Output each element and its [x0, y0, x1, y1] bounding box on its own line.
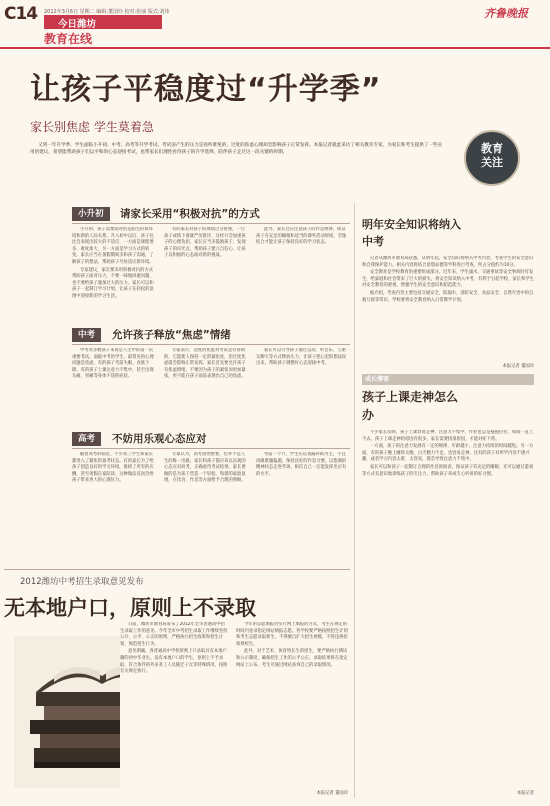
- emblem-label: 教育 关注: [481, 142, 503, 169]
- blog-headline: 孩子上课走神怎么办: [362, 390, 459, 422]
- section-title: 请家长采用“积极对抗”的方式: [120, 208, 260, 220]
- section-tag: 小升初: [72, 207, 110, 221]
- article-column: 中考对多数孩子来说是人生中的第一次重要考试。面临中考的学生，最常见的心理问题是焦虑。有的孩子考前失眠、食欲下降，有的孩子上课注意力不集中，甚至出现头痛、胃痛等身体不适的症状。: [72, 348, 154, 380]
- blog-column-tag: 成长博客: [362, 374, 534, 385]
- section-tag: 中考: [72, 328, 101, 342]
- page-subheadline: 家长别焦虑 学生莫着急: [30, 120, 154, 134]
- article-column: 有的家长对孩子的成绩过分看重，一旦孩子成绩下滑就严厉批评，这样只会加重孩子的心理负担。家长应当多鼓励孩子，发现孩子的闪光点，帮助孩子建立自信心，让孩子以积极的心态面对新的挑战。: [164, 227, 246, 259]
- byline: 本报记者: [516, 791, 534, 796]
- section-tag: 高考: [72, 432, 101, 446]
- page-headline: 让孩子平稳度过“升学季”: [30, 72, 382, 107]
- lead-paragraph: 又到一年升学季，学生面临小升初、中考、高考等升学考试，考试前产生的压力是再所难免的，过度的焦虑心理却会影响孩子正常发挥。本报记者就此采访了相关教育专家，为家长和考生提供了一些实用的建议，希望能帮助孩子们以平和的心态迎接考试，也帮家长们理性看待孩子的升学选择，陪伴孩子走过这一段关键的时期。: [30, 143, 443, 155]
- article-column: 考前一个月，学生应以查漏补缺为主，不宜再做难题偏题，保持良好的作息习惯，以饱满的精神状态走进考场，相信自己一定能发挥出应有的水平。: [256, 452, 347, 477]
- article-column: 日前，潍坊市教育局发布了2012年全市普通高中招生录取工作的意见。今年全市中考招生录取工作继续坚持公开、公平、公正的原则，严格执行招生政策和招生计划，规范招生行为。 意见明确，各普通高中学校原则上只录取具有本地户籍的初中毕业生。没有本地户口的学生，原则上不予录取，符合条件的外来务工人员随迁子女等特殊情况，按照有关规定执行。: [120, 622, 228, 792]
- blog-body: 不少家长反映，孩子上课容易走神，注意力不集中，作业也总是拖拖拉拉，成绩一直上不去。孩子上课走神的原因有很多，家长需要找准原因，才能对症下药。 一方面，孩子的注意力发展有一定的规律，年龄越小，注意力持续的时间越短。另一方面，有的孩子晚上睡得太晚，白天精力不足，也容易走神。还有的孩子对所学内容不感兴趣，或者学习内容太难、太容易，都会导致注意力不集中。 家长可以和孩子一起制订合理的作息时间表，保证孩子有充足的睡眠；还可以通过游戏等方式有意识地训练孩子的专注力，帮助孩子养成专心听讲的好习惯。: [362, 430, 534, 477]
- column-divider: [354, 203, 355, 798]
- section-header-zhongkao: [72, 328, 350, 342]
- channel-tag: 教育在线: [44, 32, 93, 46]
- section-title: 不妨用乐观心态应对: [112, 433, 207, 445]
- byline: 本报记者 董国玲: [502, 364, 534, 369]
- article-column: 专家表示，适度的焦虑对考试是有帮助的，它能使人保持一定的紧张度，但过度焦虑就会影响正常发挥。家长首先要允许孩子有焦虑情绪，不要因为孩子的紧张而更加紧张，更不能在孩子面前表现出自己的焦虑。: [164, 348, 246, 380]
- article-column: 家长可以引导孩子通过运动、听音乐、与朋友聊天等方式释放压力，让孩子把心里的想法说出来，帮助孩子调整好心态迎接中考。: [256, 348, 347, 367]
- byline: 本报记者 董国玲: [316, 791, 348, 796]
- article-column: 专家认为，高考固然重要，但并不是人生的唯一出路。家长和孩子都应该以乐观的心态应对高考，正确看待考试结果。家长要做的是为孩子营造一个轻松、和谐的家庭氛围，在饮食、作息等方面给予合理的照顾。: [164, 452, 246, 484]
- article-column: 随着高考的临近，不少高三学生和家长都进入了紧张的备考状态。有的家长为了给孩子创造良好的学习环境，推掉了所有的应酬，甚至请假在家陪读，这种做法反而会给孩子带来更大的心理压力。: [72, 452, 154, 484]
- article-column: 今年的志愿填报仍实行网上填报的方式，考生在规定的时间内登录指定网站填报志愿。各学校要严格按照招生计划和考生志愿录取新生，不得擅自扩大招生规模，不得违规招收择校生。 此外，对于艺术、体育特长生的招生，要严格执行测试和公示制度，确保招生工作的公平公正。录取结果将在指定网站上公布，考生可通过网站查询自己的录取情况。: [236, 622, 348, 668]
- story-headline: 无本地户口，原则上不录取: [4, 596, 256, 620]
- article-column: 此外，家长还应注意孩子的作息规律，保证孩子有充足的睡眠和适当的课外活动时间，劳逸结合才能让孩子保持良好的学习状态。: [256, 227, 347, 246]
- section-title: 今日潍坊: [58, 19, 97, 30]
- dateline: 2012年3月6日 星期二 编辑:董国玲 校对:张丽 版式:刘伟: [44, 9, 170, 15]
- article-column: 小升初，孩子需要面对的是陌生的新环境和新的人际关系。升入初中以后，孩子往往会表现出较大的不适应，一方面是课程增多、难度加大，另一方面是学习方式的转变。家长应当在暑假期间多和孩子沟通，了解孩子的想法，帮助孩子尽快适应新环境。 专家建议，家长要采用积极对抗的方式帮助孩子面对压力，不要一味地回避问题，也不要给孩子施加过大的压力。家长可以和孩子一起制订学习计划，让孩子在轻松的氛围中迎接新的学习生活。: [72, 227, 154, 299]
- section-header-xiaoshengchu: [72, 207, 350, 221]
- sidebar-body: 记者从潍坊市教育局获悉，从明年起，安全知识将纳入中考内容，考查学生的安全意识和自我保护能力。相关内容将结合思想品德等学科进行考查，所占分值约为10分。 安全教育是学校教育的重要组成部分。近年来，学生溺水、交通事故等安全事故时有发生，给家庭和社会带来了巨大的损失。将安全知识纳入中考，有利于引起学校、家长和学生对安全教育的重视，增强学生的安全意识和防范能力。 据介绍，考查内容主要包括交通安全、防溺水、消防安全、食品安全、自然灾害中的自救互救等常识，学校要将安全教育纳入日常教学计划。: [362, 256, 534, 303]
- section-header-gaokao: [72, 432, 350, 446]
- page-number: C14: [4, 4, 38, 24]
- newspaper-logo: 齐鲁晚报: [484, 7, 528, 20]
- section-title: 允许孩子释放“焦虑”情绪: [112, 329, 231, 341]
- story-divider: [4, 569, 350, 570]
- header-rule: [0, 47, 550, 49]
- sidebar-headline: 明年安全知识将纳入中考: [362, 218, 461, 248]
- story-kicker: 2012潍坊中考招生录取意见发布: [20, 577, 144, 587]
